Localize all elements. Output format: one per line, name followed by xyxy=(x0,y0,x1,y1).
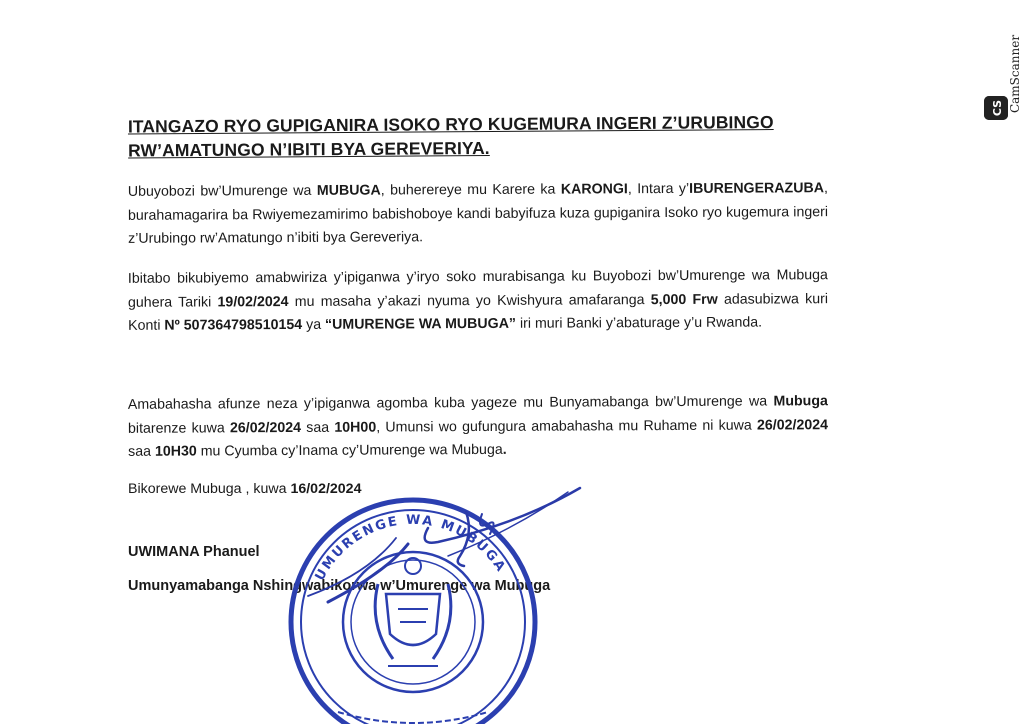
opening-date: 26/02/2024 xyxy=(756,416,829,434)
text: saa xyxy=(300,419,335,436)
text: , burahamagarira ba Rwiyemezamirimo babishoboye kandi babyifuza kuza gupiganira Isoko ryo kugemura ingeri z’Urubingo rw’Amatungo n’ibiti bya Gereveriya. xyxy=(127,180,829,247)
text: saa xyxy=(128,443,155,460)
paragraph-invitation xyxy=(128,177,828,251)
issue-date: 16/02/2024 xyxy=(290,481,362,497)
deadline-time: 10H00 xyxy=(334,419,377,436)
text: , buherereye mu Karere ka xyxy=(380,181,561,199)
text: ya xyxy=(302,316,326,333)
sector-name: MUBUGA xyxy=(316,182,381,199)
deadline-date: 26/02/2024 xyxy=(229,419,302,436)
document-title xyxy=(128,109,848,162)
province-name: IBURENGERAZUBA xyxy=(689,180,824,197)
paragraph-deadline xyxy=(128,390,828,464)
title-line-2: RW’AMATUNGO N’IBITI BYA GEREVERIYA. xyxy=(128,137,490,161)
text: Bikorewe Mubuga , kuwa xyxy=(128,481,291,497)
account-number: Nº 507364798510154 xyxy=(164,316,303,334)
fee-amount: 5,000 Frw xyxy=(650,291,718,308)
text: Ubuyobozi bw’Umurenge wa xyxy=(127,182,317,200)
text: , Umunsi wo gufungura amabahasha mu Ruhame ni kuwa xyxy=(376,417,758,436)
sector-name: Mubuga xyxy=(773,393,828,410)
camscanner-label xyxy=(1008,14,1026,134)
account-name: “UMURENGE WA MUBUGA” xyxy=(324,315,517,333)
opening-time: 10H30 xyxy=(154,443,197,460)
paragraph-documents xyxy=(128,264,828,338)
signer-name: UWIMANA Phanuel xyxy=(128,544,260,560)
stamp-text: UMURENGE WA MUBUGA xyxy=(312,512,509,584)
camscanner-watermark xyxy=(984,14,1022,134)
start-date: 19/02/2024 xyxy=(217,293,289,310)
text: , Intara y’ xyxy=(627,180,690,198)
text: . xyxy=(502,441,507,458)
text: Amabahasha afunze neza y’ipiganwa agomba kuba yageze mu Bunyamabanga bw’Umurenge wa xyxy=(127,393,774,413)
official-stamp xyxy=(268,484,598,724)
text: bitarenze kuwa xyxy=(127,419,231,437)
badge-text: CS xyxy=(991,99,1004,117)
title-line-1: ITANGAZO RYO GUPIGANIRA ISOKO RYO KUGEMURA INGERI Z’URUBINGO xyxy=(127,112,774,137)
text: mu masaha y’akazi nyuma yo Kwishyura amafaranga xyxy=(288,291,651,310)
text: adasubizwa kuri Konti xyxy=(128,290,829,334)
text: Ibitabo bikubiyemo amabwiriza y’ipiganwa y’iryo soko murabisanga ku Buyobozi bw’Umurenge wa Mubuga guhera Tariki xyxy=(127,267,828,311)
district-name: KARONGI xyxy=(560,181,628,198)
signer-role: Umunyamabanga Nshingwabikorwa w’Umurenge wa Mubuga xyxy=(128,578,551,594)
camscanner-logo-icon xyxy=(984,96,1008,120)
text: iri muri Banki y’abaturage y’u Rwanda. xyxy=(515,314,763,332)
camscanner-text: CamScanner xyxy=(1008,34,1022,114)
text: mu Cyumba cy’Inama cy’Umurenge wa Mubuga xyxy=(196,441,503,460)
